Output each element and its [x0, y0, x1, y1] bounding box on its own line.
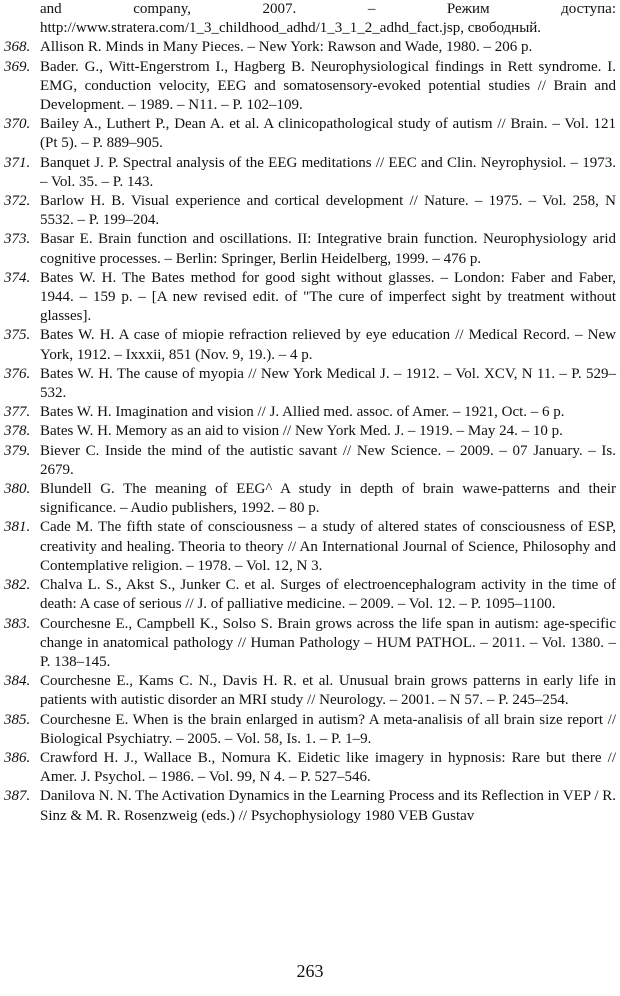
reference-number: 377.: [4, 404, 31, 421]
reference-item: [0, 115, 620, 153]
reference-number: 370.: [4, 116, 31, 133]
reference-item: [0, 365, 620, 403]
reference-item: [0, 749, 620, 787]
reference-number: 376.: [4, 365, 31, 382]
reference-number: 381.: [4, 519, 31, 536]
reference-text: Courchesne E., Campbell K., Solso S. Brain grows across the life span in autism: age-specific change in anatomical pathology // Human Pathology – HUM PATHOL. – 2011. – Vol. 1380. – P. 138–145.: [40, 615, 616, 670]
reference-text: Blundell G. The meaning of EEG^ A study in depth of brain wawe-patterns and their significance. – Audio publishers, 1992. – 80 p.: [40, 481, 616, 517]
reference-item: [0, 442, 620, 480]
reference-text: Danilova N. N. The Activation Dynamics in the Learning Process and its Reflection in VEP / R. Sinz & M. R. Rosenzweig (eds.) // Psychophysiology 1980 VEB Gustav: [40, 788, 616, 824]
reference-continuation: [0, 0, 620, 38]
reference-item: [0, 422, 620, 441]
reference-number: 373.: [4, 231, 31, 248]
reference-item: [0, 230, 620, 268]
reference-number: 380.: [4, 481, 31, 498]
reference-text: Cade M. The fifth state of consciousness – a study of altered states of consciousness of ESP, creativity and healing. Theoria to theory // An International Journal of Science, Philosophy and Contemplative religion. – 1978. – Vol. 12, N 3.: [40, 519, 616, 574]
reference-item: [0, 480, 620, 518]
reference-number: 384.: [4, 673, 31, 690]
reference-number: 387.: [4, 788, 31, 805]
reference-item: [0, 58, 620, 116]
reference-number: 369.: [4, 58, 31, 75]
reference-text: Bates W. H. A case of miopie refraction relieved by eye education // Medical Record. – New York, 1912. – Ixxxii, 851 (Nov. 9, 19.). – 4 p.: [40, 327, 616, 363]
reference-text: Barlow H. B. Visual experience and cortical development // Nature. – 1975. – Vol. 258, N 5532. – P. 199–204.: [40, 193, 616, 229]
reference-item: [0, 672, 620, 710]
reference-text: Courchesne E. When is the brain enlarged in autism? A meta-analisis of all brain size report // Biological Psychiatry. – 2005. – Vol. 58, Is. 1. – P. 1–9.: [40, 711, 616, 747]
reference-continuation-text: and company, 2007. – Режим доступа: http://www.stratera.com/1_3_childhood_adhd/1_3_1_2_adhd_fact.jsp, свободный.: [40, 1, 616, 37]
reference-text: Allison R. Minds in Many Pieces. – New York: Rawson and Wade, 1980. – 206 p.: [40, 39, 533, 56]
reference-item: [0, 787, 620, 825]
reference-text: Bader. G., Witt-Engerstrom I., Hagberg B. Neurophysiological findings in Rett syndrome. I. EMG, conduction velocity, EEG and somatosensory-evoked potential studies // Brain and Development. – 1989. – N11. – P. 102–109.: [40, 58, 616, 114]
reference-item: [0, 192, 620, 230]
reference-number: 383.: [4, 615, 31, 632]
reference-number: 368.: [4, 39, 31, 56]
reference-number: 375.: [4, 327, 31, 344]
reference-item: [0, 615, 620, 673]
reference-text: Courchesne E., Kams C. N., Davis H. R. et al. Unusual brain grows patterns in early life in patients with autistic disorder an MRI study // Neurology. – 2001. – N 57. – P. 245–254.: [40, 673, 616, 709]
reference-text: Basar E. Brain function and oscillations. II: Integrative brain function. Neurophysiology arid cognitive processes. – Berlin: Springer, Berlin Heidelberg, 1999. – 476 p.: [40, 231, 616, 267]
reference-text: Bates W. H. The Bates method for good sight without glasses. – London: Faber and Faber, 1944. – 159 p. – [A new revised edit. of "The cure of imperfect sight by treatment without glasses].: [40, 269, 616, 325]
reference-text: Biever C. Inside the mind of the autistic savant // New Science. – 2009. – 07 January. – Is. 2679.: [40, 442, 616, 478]
reference-text: Bates W. H. Imagination and vision // J. Allied med. assoc. of Amer. – 1921, Oct. – 6 p.: [40, 404, 565, 421]
reference-number: 378.: [4, 423, 31, 440]
reference-number: 382.: [4, 577, 31, 594]
reference-item: [0, 518, 620, 576]
reference-item: [0, 403, 620, 422]
reference-number: 371.: [4, 154, 31, 171]
reference-text: Chalva L. S., Akst S., Junker C. et al. Surges of electroencephalogram activity in the time of death: A case of serious // J. of palliative medicine. – 2009. – Vol. 12. – P. 1095–1100.: [40, 577, 616, 613]
reference-text: Banquet J. P. Spectral analysis of the EEG meditations // EEC and Clin. Neyrophysiol. – 1973. – Vol. 35. – P. 143.: [40, 154, 616, 190]
reference-item: [0, 576, 620, 614]
reference-text: Bates W. H. The cause of myopia // New York Medical J. – 1912. – Vol. XCV, N 11. – P. 529–532.: [40, 365, 616, 402]
reference-item: [0, 326, 620, 364]
reference-number: 385.: [4, 711, 31, 728]
reference-text: Crawford H. J., Wallace B., Nomura K. Eidetic like imagery in hypnosis: Rare but there // Amer. J. Psychol. – 1986. – Vol. 99, N 4. – P. 527–546.: [40, 749, 616, 786]
page-number: 263: [296, 961, 324, 981]
reference-item: [0, 154, 620, 192]
reference-number: 374.: [4, 269, 31, 286]
reference-text: Bates W. H. Memory as an aid to vision // New York Med. J. – 1919. – May 24. – 10 p.: [40, 423, 563, 440]
reference-number: 386.: [4, 749, 31, 766]
reference-item: [0, 269, 620, 327]
reference-item: [0, 711, 620, 749]
reference-number: 379.: [4, 442, 31, 459]
reference-number: 372.: [4, 193, 31, 210]
reference-item: [0, 38, 620, 57]
reference-text: Bailey A., Luthert P., Dean A. et al. A clinicopathological study of autism // Brain. – Vol. 121 (Pt 5). – P. 889–905.: [40, 116, 616, 152]
